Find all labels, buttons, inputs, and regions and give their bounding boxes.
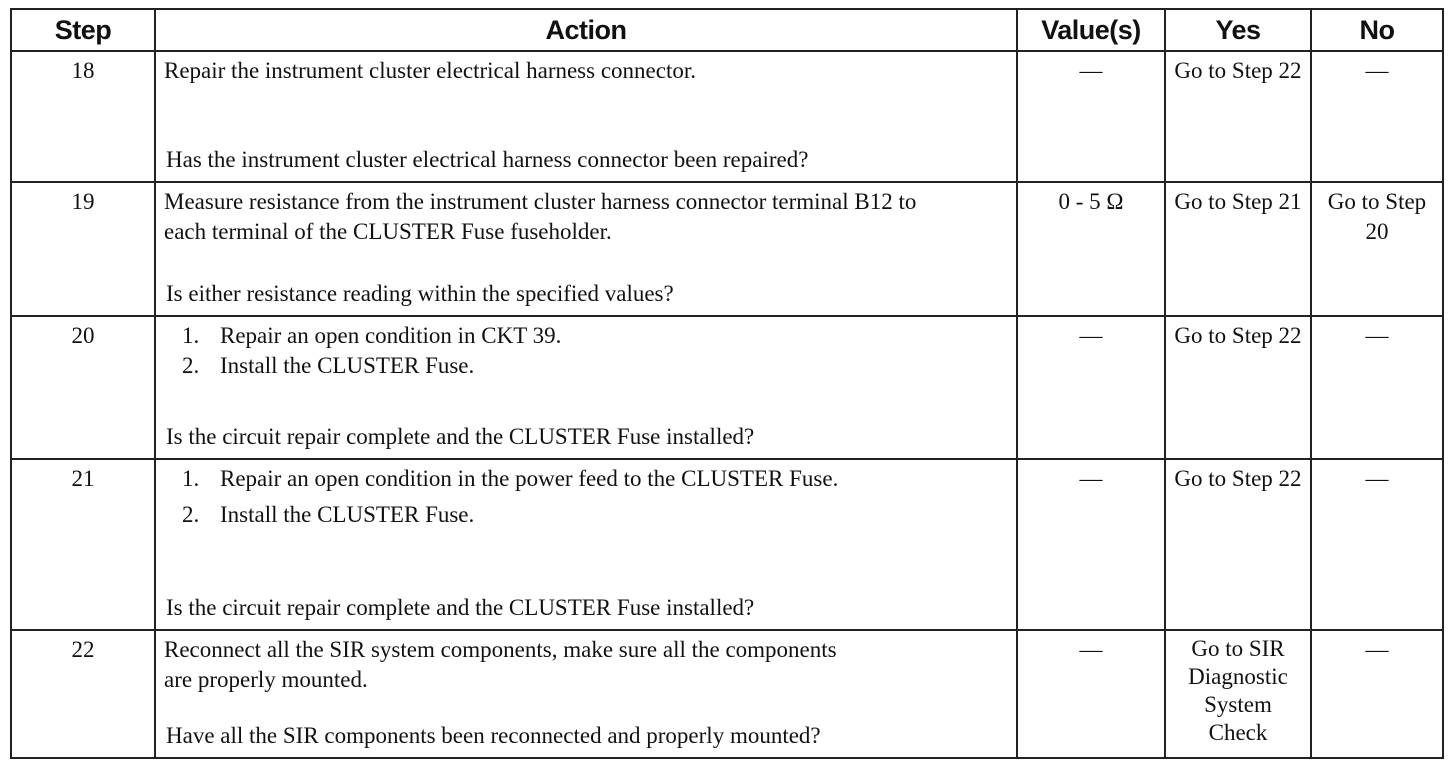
step-number: 19: [11, 182, 155, 316]
table-row: [11, 51, 1443, 182]
no-cell: —: [1311, 316, 1443, 459]
action-question: Is the circuit repair complete and the CLUSTER Fuse installed?: [166, 595, 755, 620]
action-question: Has the instrument cluster electrical harness connector been repaired?: [166, 147, 809, 172]
action-item-number: 2.: [182, 502, 200, 527]
table-row: [11, 182, 1443, 316]
yes-cell: Go to Step 22: [1165, 51, 1311, 182]
no-cell: Go to Step 20: [1311, 182, 1443, 316]
action-text: Measure resistance from the instrument cluster harness connector terminal B12 to each terminal of the CLUSTER Fuse fuseholder.: [164, 189, 917, 244]
table-row: [11, 630, 1443, 758]
no-cell: —: [1311, 459, 1443, 630]
header-no: No: [1311, 9, 1443, 51]
action-item: [164, 500, 928, 530]
header-step: Step: [11, 9, 155, 51]
action-cell: [155, 630, 1017, 758]
table-row: [11, 459, 1443, 630]
yes-cell: Go to Step 21: [1165, 182, 1311, 316]
value-cell: —: [1017, 51, 1165, 182]
action-item-number: 1.: [182, 466, 200, 491]
step-number: 20: [11, 316, 155, 459]
no-cell: —: [1311, 51, 1443, 182]
action-item: [164, 351, 1008, 381]
action-item-text: Repair an open condition in the power feed to the CLUSTER Fuse.: [220, 466, 839, 491]
yes-cell: Go to Step 22: [1165, 459, 1311, 630]
action-cell: [155, 316, 1017, 459]
action-cell: [155, 459, 1017, 630]
action-item: [164, 464, 928, 494]
action-list: [164, 321, 1008, 381]
action-cell: [155, 51, 1017, 182]
step-number: 21: [11, 459, 155, 630]
no-cell: —: [1311, 630, 1443, 758]
header-values: Value(s): [1017, 9, 1165, 51]
action-cell: [155, 182, 1017, 316]
action-item-text: Install the CLUSTER Fuse.: [220, 502, 475, 527]
action-item-text: Install the CLUSTER Fuse.: [220, 353, 475, 378]
value-cell: —: [1017, 630, 1165, 758]
table-header-row: [11, 9, 1443, 51]
value-cell: —: [1017, 316, 1165, 459]
action-question: Is the circuit repair complete and the CLUSTER Fuse installed?: [166, 424, 755, 449]
action-item-text: Repair an open condition in CKT 39.: [220, 323, 562, 348]
diagnostic-table: [10, 8, 1444, 759]
action-text: Reconnect all the SIR system components, make sure all the components are properly mounted.: [164, 637, 837, 692]
step-number: 22: [11, 630, 155, 758]
action-item-number: 2.: [182, 353, 200, 378]
action-question: Is either resistance reading within the specified values?: [166, 281, 674, 306]
action-question: Have all the SIR components been reconnected and properly mounted?: [166, 723, 821, 748]
table-row: [11, 316, 1443, 459]
value-cell: —: [1017, 459, 1165, 630]
yes-cell: Go to SIR Diagnostic System Check: [1165, 630, 1311, 758]
action-item: [164, 321, 1008, 351]
yes-cell: Go to Step 22: [1165, 316, 1311, 459]
action-item-number: 1.: [182, 323, 200, 348]
header-action: Action: [155, 9, 1017, 51]
action-list: [164, 464, 1008, 530]
action-text: Repair the instrument cluster electrical harness connector.: [164, 58, 696, 83]
value-cell: 0 - 5 Ω: [1017, 182, 1165, 316]
header-yes: Yes: [1165, 9, 1311, 51]
step-number: 18: [11, 51, 155, 182]
